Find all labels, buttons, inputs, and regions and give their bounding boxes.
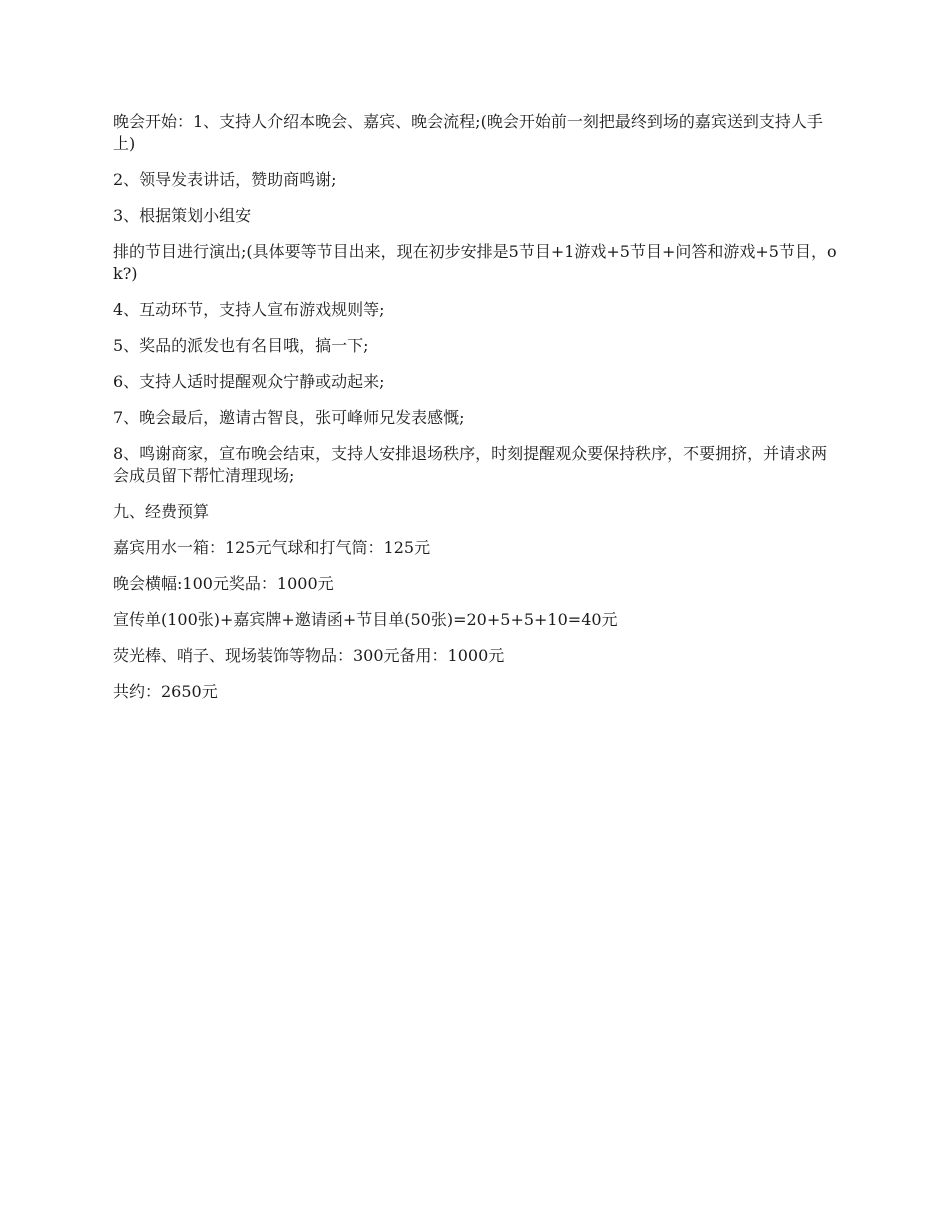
section-heading-budget: 九、经费预算 <box>113 502 210 521</box>
paragraph-prizes: 5、奖品的派发也有名目哦，搞一下; <box>113 336 369 355</box>
paragraph-opening: 晚会开始：1、支持人介绍本晚会、嘉宾、晚会流程;(晚会开始前一刻把最终到场的嘉宾送到支持人手上) <box>113 112 823 153</box>
paragraph-closing-speech: 7、晚会最后，邀请古智良，张可峰师兄发表感慨; <box>113 408 465 427</box>
paragraph-program-schedule: 排的节目进行演出;(具体要等节目出来，现在初步安排是5节目+1游戏+5节目+问答和游戏+5节目，ok?) <box>113 242 837 283</box>
budget-line-water-balloons: 嘉宾用水一箱：125元气球和打气筒：125元 <box>113 538 431 557</box>
budget-total: 共约：2650元 <box>113 682 218 701</box>
paragraph-leader-speech: 2、领导发表讲话，赞助商鸣谢; <box>113 170 337 189</box>
budget-line-decorations: 荧光棒、哨子、现场装饰等物品：300元备用：1000元 <box>113 646 505 665</box>
budget-line-banner-prizes: 晚会横幅:100元奖品：1000元 <box>113 574 334 593</box>
paragraph-audience-reminder: 6、支持人适时提醒观众宁静或动起来; <box>113 372 385 391</box>
paragraph-ending: 8、鸣谢商家，宣布晚会结束，支持人安排退场秩序，时刻提醒观众要保持秩序，不要拥挤，并请求两会成员留下帮忙清理现场; <box>113 444 828 485</box>
budget-line-printing: 宣传单(100张)+嘉宾牌+邀请函+节目单(50张)=20+5+5+10=40元 <box>113 610 618 629</box>
paragraph-planning-group: 3、根据策划小组安 <box>113 206 252 225</box>
document-body <box>113 111 838 717</box>
paragraph-interaction: 4、互动环节，支持人宣布游戏规则等; <box>113 300 385 319</box>
